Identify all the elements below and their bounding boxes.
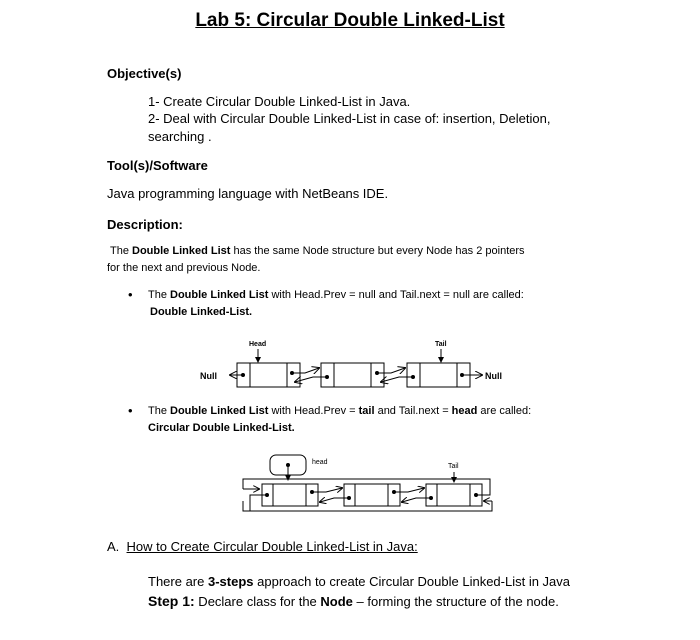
null-right-label: Null [485, 371, 502, 381]
description-line1: The Double Linked List has the same Node structure but every Node has 2 pointers [110, 245, 525, 257]
cnode-1 [262, 484, 318, 506]
tail-label: Tail [448, 463, 459, 470]
bullet-1-line2: Double Linked-List. [150, 306, 253, 318]
bullet-dot-2: • [128, 403, 133, 418]
cnode-2 [344, 484, 400, 506]
section-a-line1: There are 3-steps approach to create Circular Double Linked-List in Java [148, 574, 571, 589]
objective-item-2-line2: searching . [148, 129, 212, 144]
objective-item-1: 1- Create Circular Double Linked-List in Java. [148, 94, 411, 109]
cnode-3 [426, 484, 482, 506]
circular-double-linked-list-diagram [240, 450, 500, 520]
node-1 [237, 363, 300, 387]
bullet-1-line1: The Double Linked List with Head.Prev = null and Tail.next = null are called: [148, 289, 524, 301]
node-3 [407, 363, 470, 387]
objective-item-2-line1: 2- Deal with Circular Double Linked-List in case of: insertion, Deletion, [148, 111, 551, 126]
section-a-heading: A. How to Create Circular Double Linked-List in Java: [107, 539, 418, 554]
node-2 [321, 363, 384, 387]
page-title: Lab 5: Circular Double Linked-List [195, 10, 505, 31]
head-label: Head [249, 341, 267, 348]
section-a-step1: Step 1: Declare class for the Node – forming the structure of the node. [148, 593, 559, 609]
objectives-heading: Objective(s) [107, 66, 182, 81]
bullet-2-line1: The Double Linked List with Head.Prev = tail and Tail.next = head are called: [148, 405, 532, 417]
tools-heading: Tool(s)/Software [107, 158, 208, 173]
null-left-label: Null [200, 371, 217, 381]
description-line2: for the next and previous Node. [107, 262, 261, 274]
description-heading: Description: [107, 217, 183, 232]
head-label: head [312, 459, 328, 466]
double-linked-list-diagram [195, 335, 515, 395]
tools-text: Java programming language with NetBeans IDE. [107, 186, 389, 201]
bullet-2-line2: Circular Double Linked-List. [148, 422, 295, 434]
tail-label: Tail [435, 341, 447, 348]
bullet-dot-1: • [128, 287, 133, 302]
